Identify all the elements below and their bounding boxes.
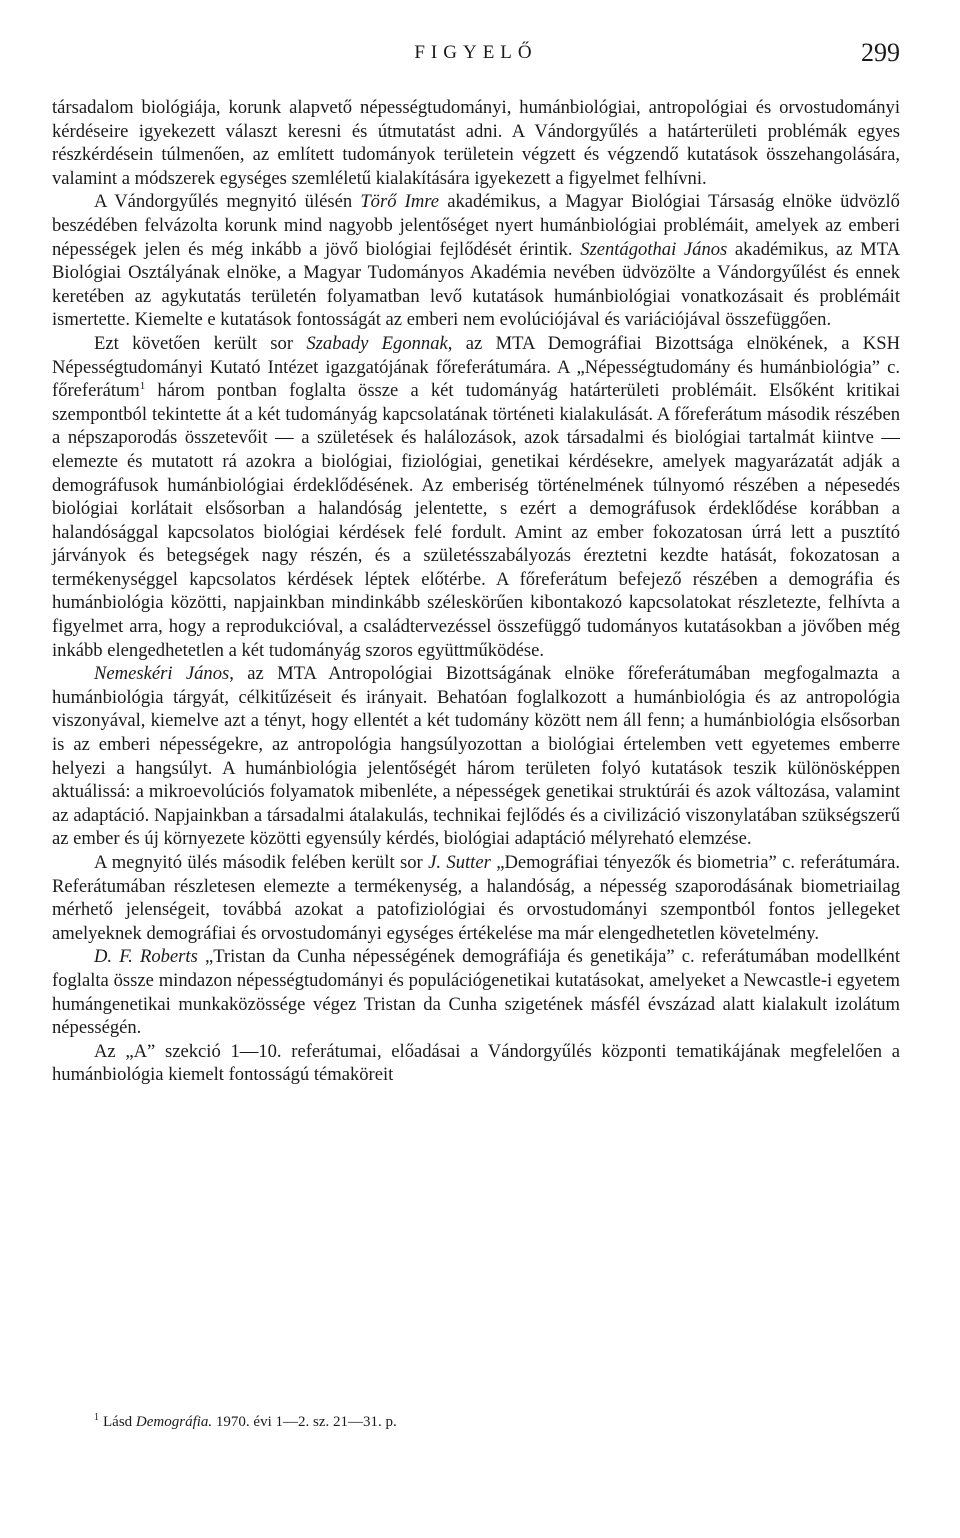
- text-run: , az MTA Antropológiai Bizottságának elnöke főreferátumában megfogalmazta a humánbiológia tárgyát, célkitűzéseit és irányait. Behatóan foglalkozott a humánbiológia és az antropológia viszonyával, kiemelve azt a tényt, hogy ellentét a két tudomány között nem áll fenn; a humánbiológia elsősorban is az emberi népességekre, az antropológia hangsúlyozottan a biológiai értelemben vett egyetemes emberre helyezi a hangsúlyt. A humánbiológia jelentőségét három területen folyó kutatások teszik különösképpen aktuálissá: a mikroevolúciós folyamatok mibenléte, a népességek genetikai struktúrái és azok változása, valamint az adaptáció. Napjainkban a társadalmi átalakulás, technikai fejlődés és a civilizáció viszonylatában szükségszerű az ember és új környezete közötti egyensúly kérdés, biológiai adaptáció mélyreható elemzése.: [52, 663, 900, 850]
- text-run: akadémikus, az MTA Biológiai Osztályának elnöke, a Magyar Tudományos Akadémia nevében üdvözölte a Vándorgyűlést és ennek keretében az agykutatás területén folyamatban levő kutatások humánbiológiai vonatkozásait és problémáit ismertette. Kiemelte e kutatások fontosságát az emberi nem evolúciójával és variációjával összefüggően.: [52, 238, 900, 331]
- text-run: akadémikus, a Magyar Biológiai Társaság elnöke üdvözlő beszédében felvázolta korunk mind nagyobb jelentőséget nyert humánbiológiai problémáit, amelyek az emberi népességek jelen és még inkább a jövő biológiai fejlődését érintik.: [52, 191, 900, 260]
- italic-name: J. Sutter: [428, 852, 491, 873]
- italic-name: Törő Imre: [360, 191, 440, 213]
- footnote: [94, 1412, 894, 1431]
- page-header: [52, 38, 900, 78]
- paragraph: [52, 96, 900, 190]
- italic-name: Szentágothai János: [580, 238, 728, 260]
- footnote-journal: Demográfia.: [135, 1414, 213, 1430]
- footnote-text-after: 1970. évi 1—2. sz. 21—31. p.: [212, 1414, 397, 1430]
- paragraph: [52, 190, 900, 332]
- text-run: A Vándorgyűlés megnyitó ülésén: [94, 191, 361, 213]
- footnote-text-before: Lásd: [103, 1414, 136, 1430]
- running-title: FIGYELŐ: [414, 42, 538, 63]
- paragraph: [52, 945, 900, 1039]
- paragraph: [52, 662, 900, 851]
- text-run: A megnyitó ülés második felében került sor: [94, 852, 429, 873]
- footnote-mark: 1: [94, 1412, 99, 1423]
- paragraph: [52, 1040, 900, 1087]
- text-run: „Tristan da Cunha népességének demográfiája és genetikája” c. referátumában modellként foglalta össze mindazon népességtudományi és populációgenetikai kutatásokat, amelyeket a Newcastle-i egyetem humángenetikai munkaközössége végez Tristan da Cunha szigetének másfél évszázad alatt kialakult izolátum népességén.: [52, 946, 901, 1039]
- text-run: Az „A” szekció 1—10. referátumai, előadásai a Vándorgyűlés központi tematikájának megfelelően a humánbiológia kiemelt fontosságú témaköreit: [52, 1040, 900, 1086]
- paragraph: [52, 332, 900, 662]
- article-body: [52, 96, 900, 1087]
- text-run: „Demográfiai tényezők és biometria” c. referátumára. Referátumában részletesen elemezte a termékenység, a halandóság, a népesség szaporodásának biometriailag mérhető jelenségeit, továbbá azokat a patofiziológiai és orvostudományi szempontból fontos jellegeket amelyeknek demográfiai és orvostudományi egységes értékelése ma már elengedhetetlen követelmény.: [52, 852, 900, 944]
- italic-name: D. F. Roberts: [94, 946, 198, 968]
- paragraph: [52, 851, 900, 945]
- text-run: társadalom biológiája, korunk alapvető népességtudományi, humánbiológiai, antropológiai és orvostudományi kérdéseire igyekezett választ keresni és útmutatást adni. A Vándorgyűlés a határterületi problémák egyes részkérdésein túlmenően, az említett tudományok területein végzett és végzendő kutatások összehangolására, valamint a módszerek egységes szemléletű kialakítására igyekezett a figyelmet felhívni.: [52, 97, 900, 189]
- page-number: 299: [861, 38, 900, 67]
- italic-name: Szabady Egonnak: [306, 332, 448, 354]
- footnote-reference: 1: [139, 379, 146, 392]
- text-run: , az MTA Demográfiai Bizottsága elnökének, a KSH Népességtudományi Kutató Intézet igazgatójának főreferátumára. A „Népességtudomány és humánbiológia” c. főreferátum: [52, 332, 900, 402]
- italic-name: Nemeskéri János: [94, 663, 230, 685]
- text-run: Ezt követően került sor: [94, 332, 307, 354]
- text-run: három pontban foglalta össze a két tudományág határterületi problémáit. Elsőként kritikai szempontból tekintette át a két tudományág kapcsolatának történeti kialakulását. A főreferátum második részében a népszaporodás összetevőit — a születések és halálozások, azok társadalmi és biológiai tartalmát kiintve — elemezte és mutatott rá azokra a biológiai, fiziológiai, genetikai kérdésekre, amelyek magyarázatát adják a demográfusok humánbiológiai érdeklődésének. Az emberiség történelmének túlnyomó részében a népesedés biológiai korlátait elsősorban a halandóság jelentette, s ezért a demográfusok érdeklődése korábban a halandósággal kapcsolatos biológiai kérdések felé fordult. Amint az ember fokozatosan úrrá lett a pusztító járványok és betegségek nagy részén, és a születésszabályozás éreztetni kezdte hatását, fokozatosan a termékenységgel kapcsolatos kérdések léptek előtérbe. A főreferátum befejező részében a demográfia és humánbiológia közötti, napjainkban mindinkább széleskörűen kibontakozó kapcsolatokat részletezte, felhívta a figyelmet arra, hogy a reprodukcióval, a családtervezéssel összefüggő tudományos kutatásokban a jövőben még inkább elengedhetetlen a két tudományág szoros együttműködése.: [52, 380, 900, 661]
